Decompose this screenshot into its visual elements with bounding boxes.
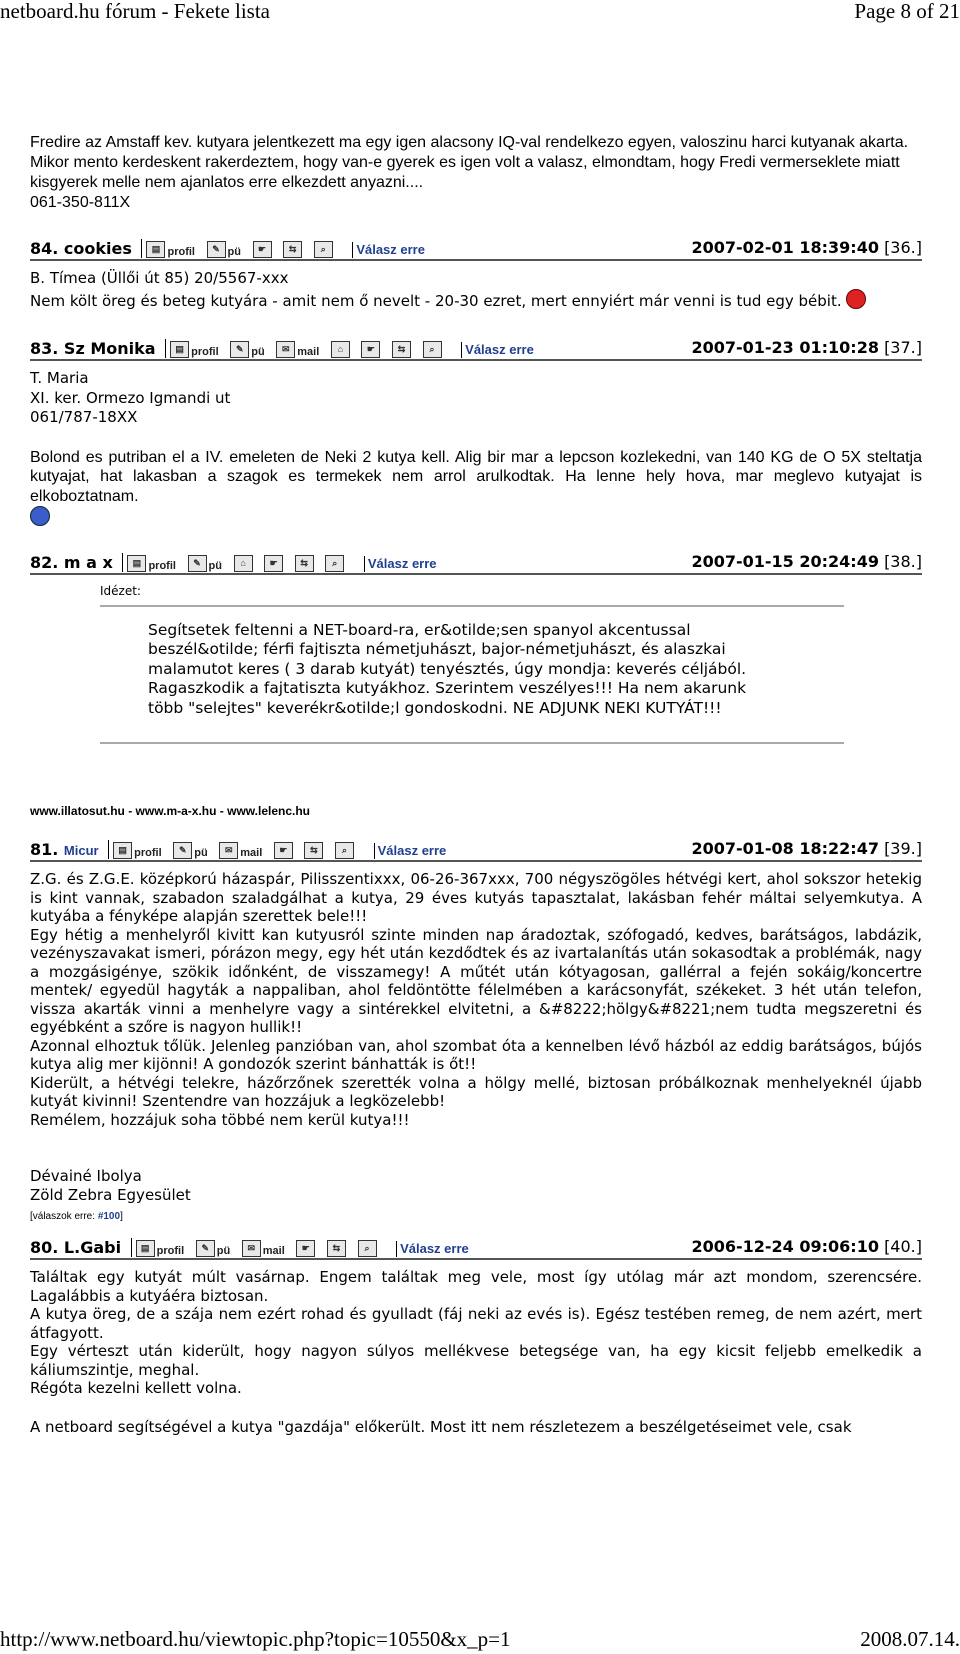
quote-button[interactable] bbox=[361, 341, 380, 358]
pencil-icon: ✎ bbox=[207, 241, 226, 258]
post-author[interactable]: Sz Monika bbox=[63, 339, 156, 358]
post-date: 2007-01-15 20:24:49 [38.] bbox=[691, 551, 922, 571]
post-text: Nem költ öreg és beteg kutyára - amit nem ő nevelt - 20-30 ezret, mert ennyiért már venni is tud egy bébit. bbox=[30, 291, 842, 310]
mail-button[interactable]: ✉ mail bbox=[276, 341, 319, 358]
post-header bbox=[30, 333, 922, 361]
pencil-icon: ✎ bbox=[230, 341, 249, 358]
post-author[interactable]: L.Gabi bbox=[63, 1238, 122, 1257]
reply-link-100[interactable]: #100 bbox=[97, 1211, 121, 1222]
post-line: XI. ker. Ormezo Igmandi ut bbox=[30, 388, 231, 407]
search-button[interactable] bbox=[314, 241, 333, 258]
hand-icon: ☛ bbox=[264, 555, 283, 572]
post-date: 2007-01-23 01:10:28 [37.] bbox=[691, 338, 922, 357]
search-icon: ⌕ bbox=[423, 341, 442, 358]
search-button[interactable] bbox=[358, 1240, 377, 1257]
search-icon: ⌕ bbox=[358, 1240, 377, 1257]
profile-icon: ▤ bbox=[136, 1240, 155, 1257]
post-body bbox=[30, 1268, 922, 1436]
post-body bbox=[30, 269, 922, 311]
post-paragraph: Z.G. és Z.G.E. középkorú házaspár, Pilisszentixxx, 06-26-367xxx, 700 négyszögöles hétvégi kert, ahol sokszor hetekig is kint vannak, szabadon szaladgálhat a kutya, 29 éves kutyás tapasztalat, lakásban fehér máltai selyemkutya. A kutyába a fényképe alapján szerettek bele!!! bbox=[30, 870, 922, 925]
forward-icon: ⇆ bbox=[392, 341, 411, 358]
reply-link[interactable]: Válasz erre bbox=[364, 556, 437, 572]
post-body bbox=[30, 870, 922, 1204]
mail-button[interactable]: ✉ mail bbox=[219, 842, 262, 859]
search-button[interactable] bbox=[325, 555, 344, 572]
search-icon: ⌕ bbox=[314, 241, 333, 258]
post-date: 2007-01-08 18:22:47 [39.] bbox=[691, 839, 922, 858]
post-header bbox=[30, 233, 922, 261]
quote-block bbox=[100, 583, 844, 745]
post-toolbar bbox=[141, 239, 338, 258]
page-footer bbox=[0, 1626, 960, 1652]
post-line: T. Maria bbox=[30, 369, 89, 387]
signature-line: Zöld Zebra Egyesület bbox=[30, 1185, 191, 1204]
homepage-button[interactable] bbox=[331, 341, 350, 358]
private-message-button[interactable]: ✎ pü bbox=[230, 341, 264, 358]
search-button[interactable] bbox=[335, 842, 354, 859]
profile-icon: ▤ bbox=[127, 555, 146, 572]
post-number: 81. bbox=[30, 840, 59, 859]
post-paragraph: Egy hétig a menhelyről kivitt kan kutyusról szinte minden nap áradoztak, szófogadó, kedves, barátságos, labdázik, vezényszavakat ismeri, pórázon megy, egy hét után kezdődtek és az ivartalanítás után sokasodtak a problémák, nagy a mozgásigénye, szökik időnként, de visszamegy! A műtét után kótyagosan, gallérral a fején sokáig/koncertre mentek/ egyedül hagyták a nappaliban, ahol feldöntötte félelmében a karácsonyfát, székeket. 3 hét után telefon, vissza akarták vinni a menhelyre vagy a sintérekkel elvitetni, a &#8222;hölgy&#8221;nem tudta megszeretni és egyébként a szőre is nagyon hullik!! bbox=[30, 925, 922, 1036]
forward-icon: ⇆ bbox=[327, 1240, 346, 1257]
hand-icon: ☛ bbox=[361, 341, 380, 358]
pencil-icon: ✎ bbox=[173, 842, 192, 859]
quote-button[interactable] bbox=[296, 1240, 315, 1257]
homepage-button[interactable] bbox=[234, 555, 253, 572]
home-icon: ⌂ bbox=[234, 555, 253, 572]
private-message-button[interactable]: ✎ pü bbox=[196, 1240, 230, 1257]
reply-link[interactable]: Válasz erre bbox=[396, 1241, 469, 1257]
profile-button[interactable]: ▤ profil bbox=[127, 555, 176, 572]
post-paragraph: Azonnal elhoztuk tőlük. Jelenleg panzióban van, ahol szombat óta a kennelben lévő házból az eddig barátságos, bújós kutya alig mer kijönni! A gondozók szerint bánhatták is őt!! bbox=[30, 1036, 922, 1073]
post-author[interactable]: m a x bbox=[63, 552, 113, 572]
forward-button[interactable] bbox=[304, 842, 323, 859]
post-paragraph: A kutya öreg, de a szája nem ezért rohad és gyulladt (fáj neki az evés is). Egész testében remeg, de nem azért, mert átfagyott. bbox=[30, 1305, 922, 1342]
replies-note: [válaszok erre: #100] bbox=[30, 1211, 123, 1222]
post-toolbar bbox=[122, 553, 350, 572]
post-line: 061/787-18XX bbox=[30, 408, 138, 426]
forward-icon: ⇆ bbox=[304, 842, 323, 859]
profile-icon: ▤ bbox=[170, 341, 189, 358]
profile-button[interactable]: ▤ profil bbox=[136, 1240, 185, 1257]
forward-icon: ⇆ bbox=[283, 241, 302, 258]
profile-button[interactable]: ▤ profil bbox=[113, 842, 162, 859]
post-paragraph: A netboard segítségével a kutya "gazdája" előkerült. Most itt nem részletezem a beszélgetéseimet vele, csak bbox=[30, 1417, 852, 1436]
post-paragraph: Találtak egy kutyát múlt vasárnap. Engem találtak meg vele, most így utólag már azt mondom, szerencsére. Lagalábbis a kutyáéra biztosan. bbox=[30, 1268, 922, 1305]
post-toolbar bbox=[131, 1238, 383, 1257]
hand-icon: ☛ bbox=[274, 842, 293, 859]
hand-icon: ☛ bbox=[253, 241, 272, 258]
post-header bbox=[30, 834, 922, 862]
quote-title: Idézet: bbox=[100, 583, 141, 598]
profile-icon: ▤ bbox=[146, 241, 165, 258]
profile-icon: ▤ bbox=[113, 842, 132, 859]
quote-button[interactable] bbox=[264, 555, 283, 572]
post-number: 83. bbox=[30, 339, 59, 358]
hand-icon: ☛ bbox=[296, 1240, 315, 1257]
search-icon: ⌕ bbox=[335, 842, 354, 859]
quote-button[interactable] bbox=[274, 842, 293, 859]
intro-text: Fredire az Amstaff kev. kutyara jelentkezett ma egy igen alacsony IQ-val rendelkezo egyen, valoszinu harci kutyanak akarta. Mikor mento kerdeskent rakerdeztem, hogy van-e gyerek es igen volt a valasz, elmondtam, hogy Fredi vermerseklete miatt kisgyerek melle nem ajanlatos erre elkezdett anyazni.... bbox=[30, 134, 909, 191]
post-body bbox=[30, 369, 922, 529]
post-text: Bolond es putriban el a IV. emeleten de Neki 2 kutya kell. Alig bir mar a lepcson kozlekedni, van 140 KG de O 5X steltatja kutyajat, hat lakasban a szagok es termekek nem arrol arulkodtak. Ha lenne hely hova, mar meglevo kutyajat is elkoboztatnam. bbox=[30, 448, 922, 505]
envelope-icon: ✉ bbox=[242, 1240, 261, 1257]
post-author[interactable]: cookies bbox=[63, 239, 132, 258]
private-message-button[interactable]: ✎ pü bbox=[188, 555, 222, 572]
intro-phone: 061-350-811X bbox=[30, 194, 131, 211]
post-author[interactable]: Micur bbox=[63, 843, 99, 858]
page-header bbox=[0, 0, 960, 26]
reply-link[interactable]: Válasz erre bbox=[352, 242, 425, 258]
forum-content bbox=[30, 133, 922, 1436]
profile-button[interactable]: ▤ profil bbox=[146, 241, 195, 258]
forward-button[interactable] bbox=[327, 1240, 346, 1257]
post-paragraph: Egy vérteszt után kiderült, hogy nagyon súlyos mellékvese betegsége van, ha egy kicsit feljebb emelkedik a káliumszintje, meghal. bbox=[30, 1342, 922, 1379]
post-signature[interactable]: www.illatosut.hu - www.m-a-x.hu - www.lelenc.hu bbox=[30, 804, 311, 818]
post-paragraph: Remélem, hozzájuk soha többé nem kerül kutya!!! bbox=[30, 1110, 410, 1129]
print-date: 2008.07.14. bbox=[860, 1627, 960, 1651]
private-message-button[interactable]: ✎ pü bbox=[207, 241, 241, 258]
private-message-button[interactable]: ✎ pü bbox=[173, 842, 207, 859]
post-header bbox=[30, 1232, 922, 1260]
profile-button[interactable]: ▤ profil bbox=[170, 341, 219, 358]
pencil-icon: ✎ bbox=[188, 555, 207, 572]
forward-button[interactable] bbox=[392, 341, 411, 358]
post-toolbar bbox=[165, 339, 447, 358]
envelope-icon: ✉ bbox=[276, 341, 295, 358]
pencil-icon: ✎ bbox=[196, 1240, 215, 1257]
post-number: 80. bbox=[30, 1238, 59, 1257]
envelope-icon: ✉ bbox=[219, 842, 238, 859]
search-button[interactable] bbox=[423, 341, 442, 358]
forward-button[interactable] bbox=[295, 555, 314, 572]
mail-button[interactable]: ✉ mail bbox=[242, 1240, 285, 1257]
post-paragraph: Kiderült, a hétvégi telekre, házőrzőnek szerették volna a hölgy mellé, biztosan próbálkoznak menhelyeknél újabb kutyát kivinni! Szentendre van hozzájuk a legközelebb! bbox=[30, 1073, 922, 1110]
post-header bbox=[30, 547, 922, 575]
post-number: 82. bbox=[30, 552, 59, 572]
page-number: Page 8 of 21 bbox=[854, 0, 960, 23]
reply-link[interactable]: Válasz erre bbox=[461, 342, 534, 358]
page-title: netboard.hu fórum - Fekete lista bbox=[0, 0, 271, 23]
quote-divider bbox=[100, 742, 844, 744]
home-icon: ⌂ bbox=[331, 341, 350, 358]
post-date: 2007-02-01 18:39:40 [36.] bbox=[691, 238, 922, 257]
signature-line: Dévainé Ibolya bbox=[30, 1167, 142, 1185]
search-icon: ⌕ bbox=[325, 555, 344, 572]
quote-text: Segítsetek feltenni a NET-board-ra, er&otilde;sen spanyol akcentussal beszél&otilde; férfi fajtiszta németjuhászt, bajor-németjuhászt, és alaszkai malamutot keres ( 3 darab kutyát) tenyésztés, úgy mondja: keverés céljából. Ragaszkodik a fajtatiszta kutyákhoz. Szerintem veszélyes!!! Ha nem akarunk több "selejtes" keverékr&otilde;l gondoskodni. NE ADJUNK NEKI KUTYÁT!!! bbox=[148, 620, 747, 717]
sad-smiley-icon bbox=[30, 506, 50, 526]
post-date: 2006-12-24 09:06:10 [40.] bbox=[691, 1237, 922, 1256]
intro-post-body bbox=[30, 133, 922, 213]
post-paragraph: Régóta kezelni kellett volna. bbox=[30, 1379, 242, 1397]
quote-button[interactable] bbox=[253, 241, 272, 258]
angry-smiley-icon bbox=[846, 289, 866, 309]
page-url: http://www.netboard.hu/viewtopic.php?topic=10550&x_p=1 bbox=[0, 1627, 511, 1651]
post-line: B. Tímea (Üllői út 85) 20/5567-xxx bbox=[30, 269, 289, 287]
forward-icon: ⇆ bbox=[295, 555, 314, 572]
forward-button[interactable] bbox=[283, 241, 302, 258]
post-toolbar bbox=[108, 840, 360, 859]
reply-link[interactable]: Válasz erre bbox=[374, 843, 447, 859]
post-number: 84. bbox=[30, 239, 59, 258]
